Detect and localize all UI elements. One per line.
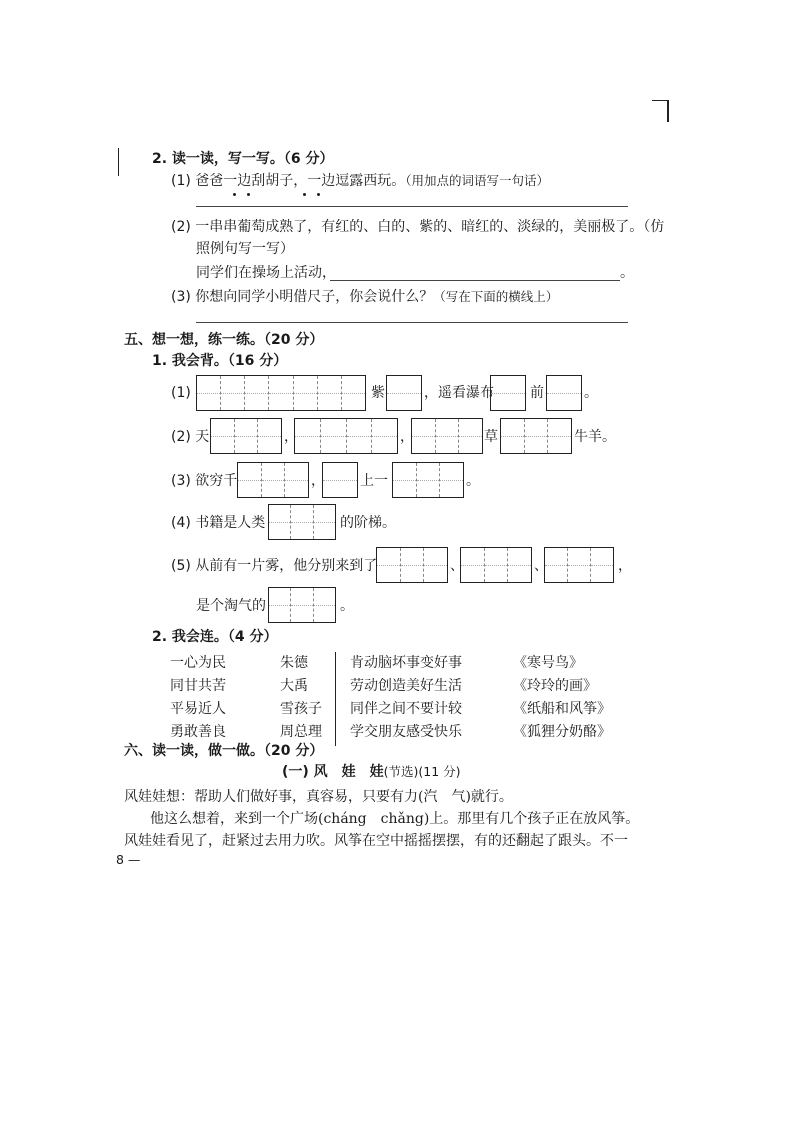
match-col3-item[interactable]: 学交朋友感受快乐 <box>350 724 462 740</box>
r4-text1: 的阶梯。 <box>340 515 396 531</box>
match-col1-item[interactable]: 同甘共苦 <box>170 678 226 694</box>
char-grid-3[interactable] <box>411 418 483 454</box>
char-grid-4[interactable] <box>294 418 398 454</box>
char-grid-3[interactable] <box>376 547 448 583</box>
match-col2-item[interactable]: 朱德 <box>280 655 308 671</box>
answer-line[interactable] <box>196 322 628 323</box>
r1-text4: 。 <box>584 385 598 401</box>
emphasis-dot <box>233 193 236 196</box>
r2-text1: ， <box>284 429 298 445</box>
char-grid-3[interactable] <box>210 418 282 454</box>
match-divider <box>335 652 336 746</box>
r1-text3: 前 <box>530 385 544 401</box>
char-grid-7[interactable] <box>196 375 366 411</box>
r2-text4: 牛羊。 <box>574 429 616 445</box>
r1-text2: ，遥看瀑布 <box>424 385 494 401</box>
section5-title: 五、想一想，练一练。（20 分） <box>124 332 324 348</box>
scan-edge-mark <box>667 100 669 122</box>
r5-text4: 。 <box>340 598 354 614</box>
answer-line[interactable] <box>196 206 628 207</box>
q2-s1-hint: （用加点的词语写一句话） <box>405 173 550 188</box>
r2-label: (2) 天 <box>171 429 210 445</box>
match-col4-item[interactable]: 《玲玲的画》 <box>513 678 597 694</box>
match-col4-item[interactable]: 《狐狸分奶酪》 <box>513 724 611 740</box>
match-col4-item[interactable]: 《寒号鸟》 <box>513 655 583 671</box>
answer-line[interactable] <box>330 280 620 281</box>
r1-text1: 紫 <box>371 385 385 401</box>
passage-para3: 风娃娃看见了，赶紧过去用力吹。风筝在空中摇摇摆摆，有的还翻起了跟头。不一 <box>124 833 628 849</box>
match-col3-item[interactable]: 同伴之间不要计较 <box>350 701 462 717</box>
match-col3-item[interactable]: 肯动脑坏事变好事 <box>350 655 462 671</box>
r1-label: (1) <box>171 385 191 401</box>
match-col1-item[interactable]: 平易近人 <box>170 701 226 717</box>
scan-corner-mark <box>652 100 668 101</box>
section6-title: 六、读一读，做一做。（20 分） <box>124 743 324 759</box>
r2-text3: 草 <box>484 429 498 445</box>
emphasis-dot <box>247 193 250 196</box>
passage-para1: 风娃娃想：帮助人们做好事，真容易，只要有力(汽 气)就行。 <box>124 789 513 805</box>
q2-s2-end: 。 <box>620 265 634 281</box>
match-col2-item[interactable]: 大禹 <box>280 678 308 694</box>
char-grid-1[interactable] <box>490 375 526 411</box>
char-grid-1[interactable] <box>386 375 422 411</box>
r3-text3: 。 <box>466 473 480 489</box>
q2-s3-text: (3) 你想向同学小明借尺子，你会说什么？ <box>171 289 434 305</box>
scan-left-mark <box>118 148 119 176</box>
emphasis-dot <box>303 193 306 196</box>
char-grid-1[interactable] <box>546 375 582 411</box>
r5-text1: 、 <box>450 558 464 574</box>
passage-heading <box>282 763 461 781</box>
q2-s2-prompt: 同学们在操场上活动， <box>196 265 336 281</box>
q2-s1 <box>171 172 549 190</box>
q2-s2-line2: 照例句写一写） <box>196 241 294 257</box>
match-col3-item[interactable]: 劳动创造美好生活 <box>350 678 462 694</box>
passage-title: (一) 风 娃 娃 <box>282 764 384 780</box>
r5-text3: ， <box>618 558 632 574</box>
r4-label: (4) 书籍是人类 <box>171 515 266 531</box>
passage-subtitle: (节选)(11 分) <box>383 764 461 779</box>
s5-q1-title: 1. 我会背。（16 分） <box>152 353 288 369</box>
match-col4-item[interactable]: 《纸船和风筝》 <box>513 701 611 717</box>
char-grid-3[interactable] <box>268 587 336 623</box>
r3-label: (3) 欲穷千 <box>171 473 238 489</box>
r3-text2: 上一 <box>360 473 388 489</box>
r5-line2: 是个淘气的 <box>196 598 266 614</box>
char-grid-3[interactable] <box>268 504 336 540</box>
match-col2-item[interactable]: 雪孩子 <box>280 701 322 717</box>
r2-text2: ， <box>400 429 414 445</box>
char-grid-3[interactable] <box>237 462 309 498</box>
page-number: 8 — <box>116 852 141 867</box>
r5-text2: 、 <box>534 558 548 574</box>
q2-s1-text: (1) 爸爸一边刮胡子，一边逗露西玩。 <box>171 173 406 189</box>
char-grid-3[interactable] <box>392 462 464 498</box>
q2-s3-hint: （写在下面的横线上） <box>433 289 559 304</box>
char-grid-1[interactable] <box>322 462 358 498</box>
emphasis-dot <box>317 193 320 196</box>
r5-label: (5) 从前有一片雾，他分别来到了 <box>171 558 378 574</box>
s5-q2-title: 2. 我会连。（4 分） <box>152 629 278 645</box>
r3-text1: ， <box>311 473 325 489</box>
passage-para2: 他这么想着，来到一个广场(cháng chǎng)上。那里有几个孩子正在放风筝。 <box>150 811 640 827</box>
match-col1-item[interactable]: 一心为民 <box>170 655 226 671</box>
q2-title: 2. 读一读，写一写。（6 分） <box>152 151 334 167</box>
char-grid-3[interactable] <box>544 547 614 583</box>
char-grid-3[interactable] <box>500 418 572 454</box>
q2-s2-line1: (2) 一串串葡萄成熟了，有红的、白的、紫的、暗红的、淡绿的，美丽极了。（仿 <box>171 219 665 235</box>
q2-s3 <box>171 288 558 306</box>
match-col2-item[interactable]: 周总理 <box>280 724 322 740</box>
char-grid-3[interactable] <box>460 547 532 583</box>
match-col1-item[interactable]: 勇敢善良 <box>170 724 226 740</box>
